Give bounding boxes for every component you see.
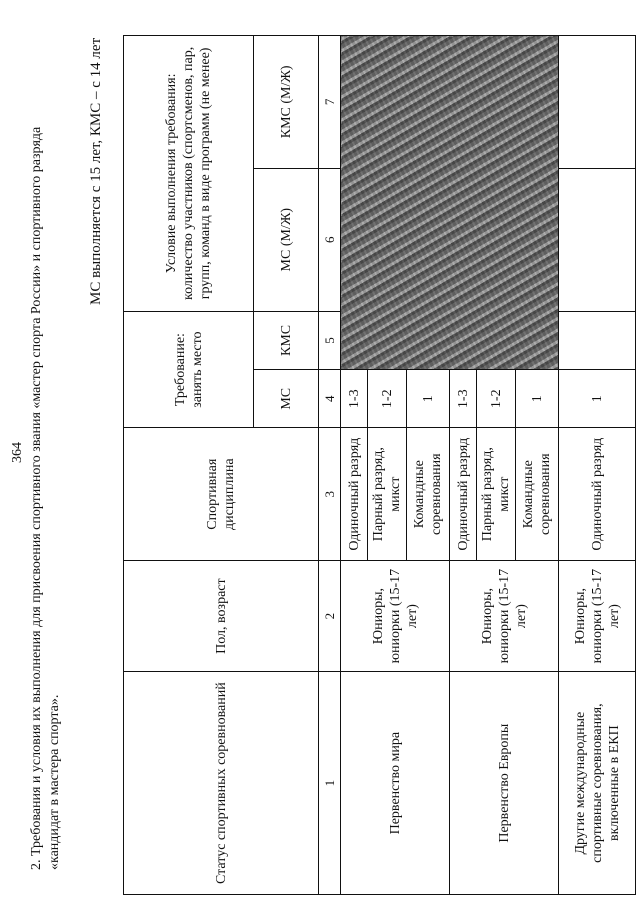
requirements-table <box>123 35 636 895</box>
heading-line-1: 2. Требования и условия их выполнения для присвоения спортивного звания «мастер спорта России» и спортивного разряда <box>29 126 44 870</box>
header-kms: КМС <box>254 311 319 369</box>
discipline-cell: Одиночный разряд <box>341 428 368 561</box>
page-number: 364 <box>10 442 25 463</box>
status-cell: Первенство мира <box>341 672 450 895</box>
header-kms-mf: КМС (М/Ж) <box>254 36 319 169</box>
ms-condition-cell <box>559 168 636 311</box>
column-number: 6 <box>319 168 341 311</box>
column-number: 7 <box>319 36 341 169</box>
discipline-cell: Парный разряд, микст <box>368 428 407 561</box>
discipline-cell: Командные соревнования <box>516 428 559 561</box>
header-status: Статус спортивных соревнований <box>124 672 319 895</box>
header-gender-age: Пол, возраст <box>124 560 319 671</box>
table-row <box>341 36 368 895</box>
header-discipline: Спортивная дисциплина <box>124 428 319 561</box>
discipline-cell: Одиночный разряд <box>559 428 636 561</box>
ms-place-cell: 1-3 <box>450 370 477 428</box>
header-ms: МС <box>254 370 319 428</box>
discipline-cell: Командные соревнования <box>407 428 450 561</box>
header-place-requirement: Требование: занять место <box>124 311 254 428</box>
redacted-hatched-area <box>341 36 559 370</box>
ms-place-cell: 1-2 <box>368 370 407 428</box>
ms-place-cell: 1-3 <box>341 370 368 428</box>
kms-condition-cell <box>559 36 636 169</box>
column-number: 2 <box>319 560 341 671</box>
column-number: 3 <box>319 428 341 561</box>
ms-place-cell: 1 <box>516 370 559 428</box>
status-cell: Другие международные спортивные соревнования, включенные в ЕКП <box>559 672 636 895</box>
kms-place-cell <box>559 311 636 369</box>
gender-age-cell: Юниоры, юниорки (15-17 лет) <box>559 560 636 671</box>
section-heading <box>28 30 64 870</box>
column-number: 5 <box>319 311 341 369</box>
ms-place-cell: 1 <box>407 370 450 428</box>
table-row <box>559 36 636 895</box>
ms-place-cell: 1-2 <box>477 370 516 428</box>
column-number: 4 <box>319 370 341 428</box>
ms-place-cell: 1 <box>559 370 636 428</box>
column-number-row <box>319 36 341 895</box>
discipline-cell: Одиночный разряд <box>450 428 477 561</box>
header-ms-mf: МС (М/Ж) <box>254 168 319 311</box>
header-condition: Условие выполнения требования: количество участников (спортсменов, пар, групп, команд в виде программ (не менее) <box>124 36 254 312</box>
status-cell: Первенство Европы <box>450 672 559 895</box>
discipline-cell: Парный разряд, микст <box>477 428 516 561</box>
heading-line-2: «кандидат в мастера спорта». <box>47 694 62 870</box>
column-number: 1 <box>319 672 341 895</box>
header-row-1 <box>124 36 254 895</box>
gender-age-cell: Юниоры, юниорки (15-17 лет) <box>450 560 559 671</box>
age-note: МС выполняется с 15 лет, КМС – с 14 лет <box>88 37 104 305</box>
gender-age-cell: Юниоры, юниорки (15-17 лет) <box>341 560 450 671</box>
